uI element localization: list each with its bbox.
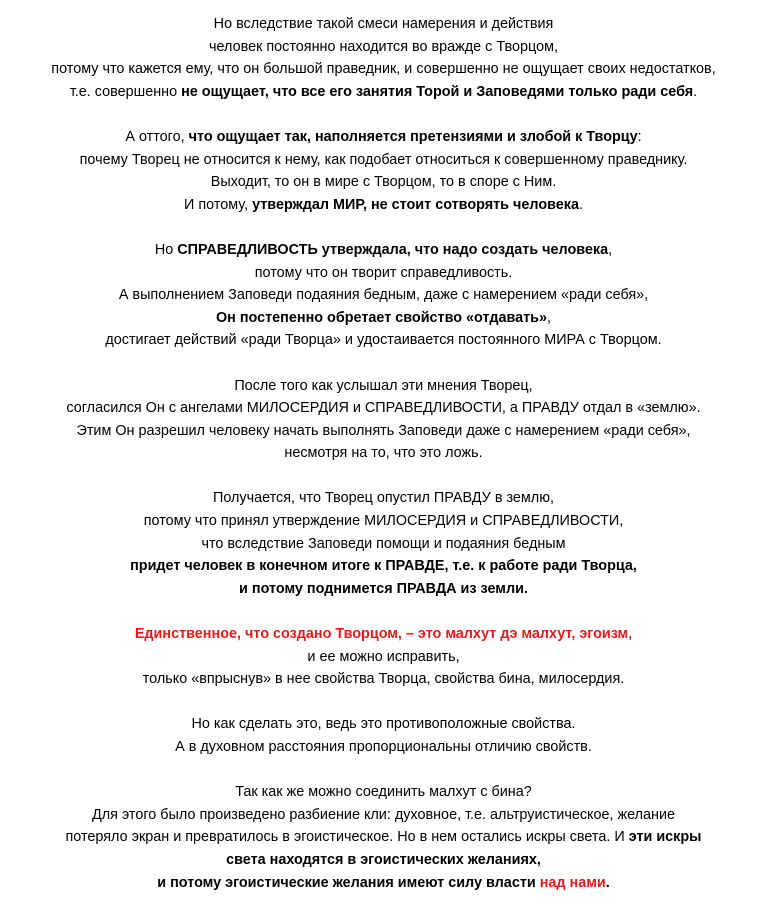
bold-text: Он постепенно обретает свойство «отдавать»	[215, 309, 548, 326]
text-line	[0, 872, 767, 895]
highlighted-text: над нами	[539, 874, 606, 891]
text-line	[0, 262, 767, 285]
text-run: Для этого было произведено разбиение кли: духовное, т.е. альтруистическое, желание	[91, 806, 676, 823]
text-run: После того как услышал эти мнения Творец,	[234, 377, 533, 394]
text-line	[0, 442, 767, 465]
paragraph	[0, 375, 767, 465]
paragraph	[0, 623, 767, 691]
text-line	[0, 171, 767, 194]
text-run: несмотря на то, что это ложь.	[284, 445, 483, 462]
bold-text: утверждал МИР, не стоит сотворять человека	[252, 196, 579, 213]
text-line	[0, 284, 767, 307]
text-run: потеряло экран и превратилось в эгоистическое. Но в нем остались искры света. И	[65, 829, 629, 846]
text-line	[0, 555, 767, 578]
text-line	[0, 510, 767, 533]
text-run: потому что принял утверждение МИЛОСЕРДИЯ и СПРАВЕДЛИВОСТИ,	[143, 513, 624, 530]
text-line	[0, 420, 767, 443]
text-run: А оттого,	[125, 128, 189, 145]
bold-text: .	[605, 874, 610, 891]
text-line	[0, 533, 767, 556]
bold-text: что ощущает так, наполняется претензиями и злобой к Творцу	[188, 128, 638, 145]
text-run: согласился Он с ангелами МИЛОСЕРДИЯ и СПРАВЕДЛИВОСТИ, а ПРАВДУ отдал в «землю».	[66, 400, 701, 417]
text-run: и ее можно исправить,	[307, 648, 460, 665]
text-run: :	[637, 128, 642, 145]
text-run: потому что он творит справедливость.	[254, 264, 513, 281]
text-run: И потому,	[184, 196, 253, 213]
paragraph	[0, 239, 767, 352]
text-line	[0, 58, 767, 81]
text-line	[0, 375, 767, 398]
text-run: Выходит, то он в мире с Творцом, то в споре с Ним.	[210, 174, 557, 191]
paragraph	[0, 487, 767, 600]
text-line	[0, 668, 767, 691]
text-line	[0, 826, 767, 849]
text-line	[0, 81, 767, 104]
text-run: человек постоянно находится во вражде с Творцом,	[209, 38, 558, 55]
text-run: .	[693, 83, 698, 100]
text-line	[0, 329, 767, 352]
text-run: т.е. совершенно	[69, 83, 182, 100]
text-run: .	[579, 196, 583, 213]
text-run: Но вследствие такой смеси намерения и действия	[213, 16, 554, 32]
text-run: достигает действий «ради Творца» и удостаивается постоянного МИРА с Творцом.	[105, 332, 662, 349]
text-line	[0, 13, 767, 36]
text-run: Получается, что Творец опустил ПРАВДУ в землю,	[212, 490, 554, 507]
text-line	[0, 646, 767, 669]
bold-text: не ощущает, что все его занятия Торой и Заповедями только ради себя	[181, 83, 694, 100]
text-run: Но как сделать это, ведь это противоположные свойства.	[191, 716, 576, 733]
text-line	[0, 578, 767, 601]
bold-text: света находятся в эгоистических желаниях,	[226, 851, 541, 868]
text-run: Этим Он разрешил человеку начать выполнять Заповеди даже с намерением «ради себя»,	[76, 422, 691, 439]
document-body	[0, 13, 767, 917]
bold-text: и потому эгоистические желания имеют силу власти	[157, 874, 540, 891]
highlighted-text: Единственное, что создано Творцом, – это малхут дэ малхут, эгоизм	[134, 626, 629, 643]
text-line	[0, 713, 767, 736]
text-run: А в духовном расстояния пропорциональны отличию свойств.	[175, 739, 592, 755]
text-line	[0, 487, 767, 510]
text-line	[0, 36, 767, 59]
text-run: ,	[628, 626, 633, 643]
text-run: ,	[608, 241, 613, 258]
text-run: потому что кажется ему, что он большой праведник, и совершенно не ощущает своих недостатков,	[51, 61, 716, 78]
paragraph	[0, 13, 767, 103]
text-run: только «впрыснув» в нее свойства Творца, свойства бина, милосердия.	[142, 671, 625, 688]
text-line	[0, 239, 767, 262]
text-run: ,	[547, 309, 552, 326]
text-run: А выполнением Заповеди подаяния бедным, даже с намерением «ради себя»,	[118, 287, 649, 304]
bold-text: и потому поднимется ПРАВДА из земли.	[239, 580, 528, 597]
text-line	[0, 307, 767, 330]
text-line	[0, 804, 767, 827]
text-line	[0, 397, 767, 420]
paragraph	[0, 126, 767, 216]
text-run: Но	[154, 241, 178, 258]
text-line	[0, 194, 767, 217]
paragraph	[0, 713, 767, 758]
text-line	[0, 126, 767, 149]
text-run: почему Творец не относится к нему, как подобает относиться к совершенному праведнику.	[79, 151, 688, 168]
text-run: Так как же можно соединить малхут с бина?	[235, 784, 532, 801]
bold-text: придет человек в конечном итоге к ПРАВДЕ, т.е. к работе ради Творца,	[130, 558, 637, 575]
text-line	[0, 781, 767, 804]
text-line	[0, 849, 767, 872]
bold-text: СПРАВЕДЛИВОСТЬ утверждала, что надо создать человека	[177, 241, 609, 258]
text-line	[0, 623, 767, 646]
text-run: что вследствие Заповеди помощи и подаяния бедным	[201, 535, 566, 552]
text-line	[0, 149, 767, 172]
text-line	[0, 736, 767, 759]
paragraph	[0, 781, 767, 894]
bold-text: эти искры	[628, 829, 702, 846]
